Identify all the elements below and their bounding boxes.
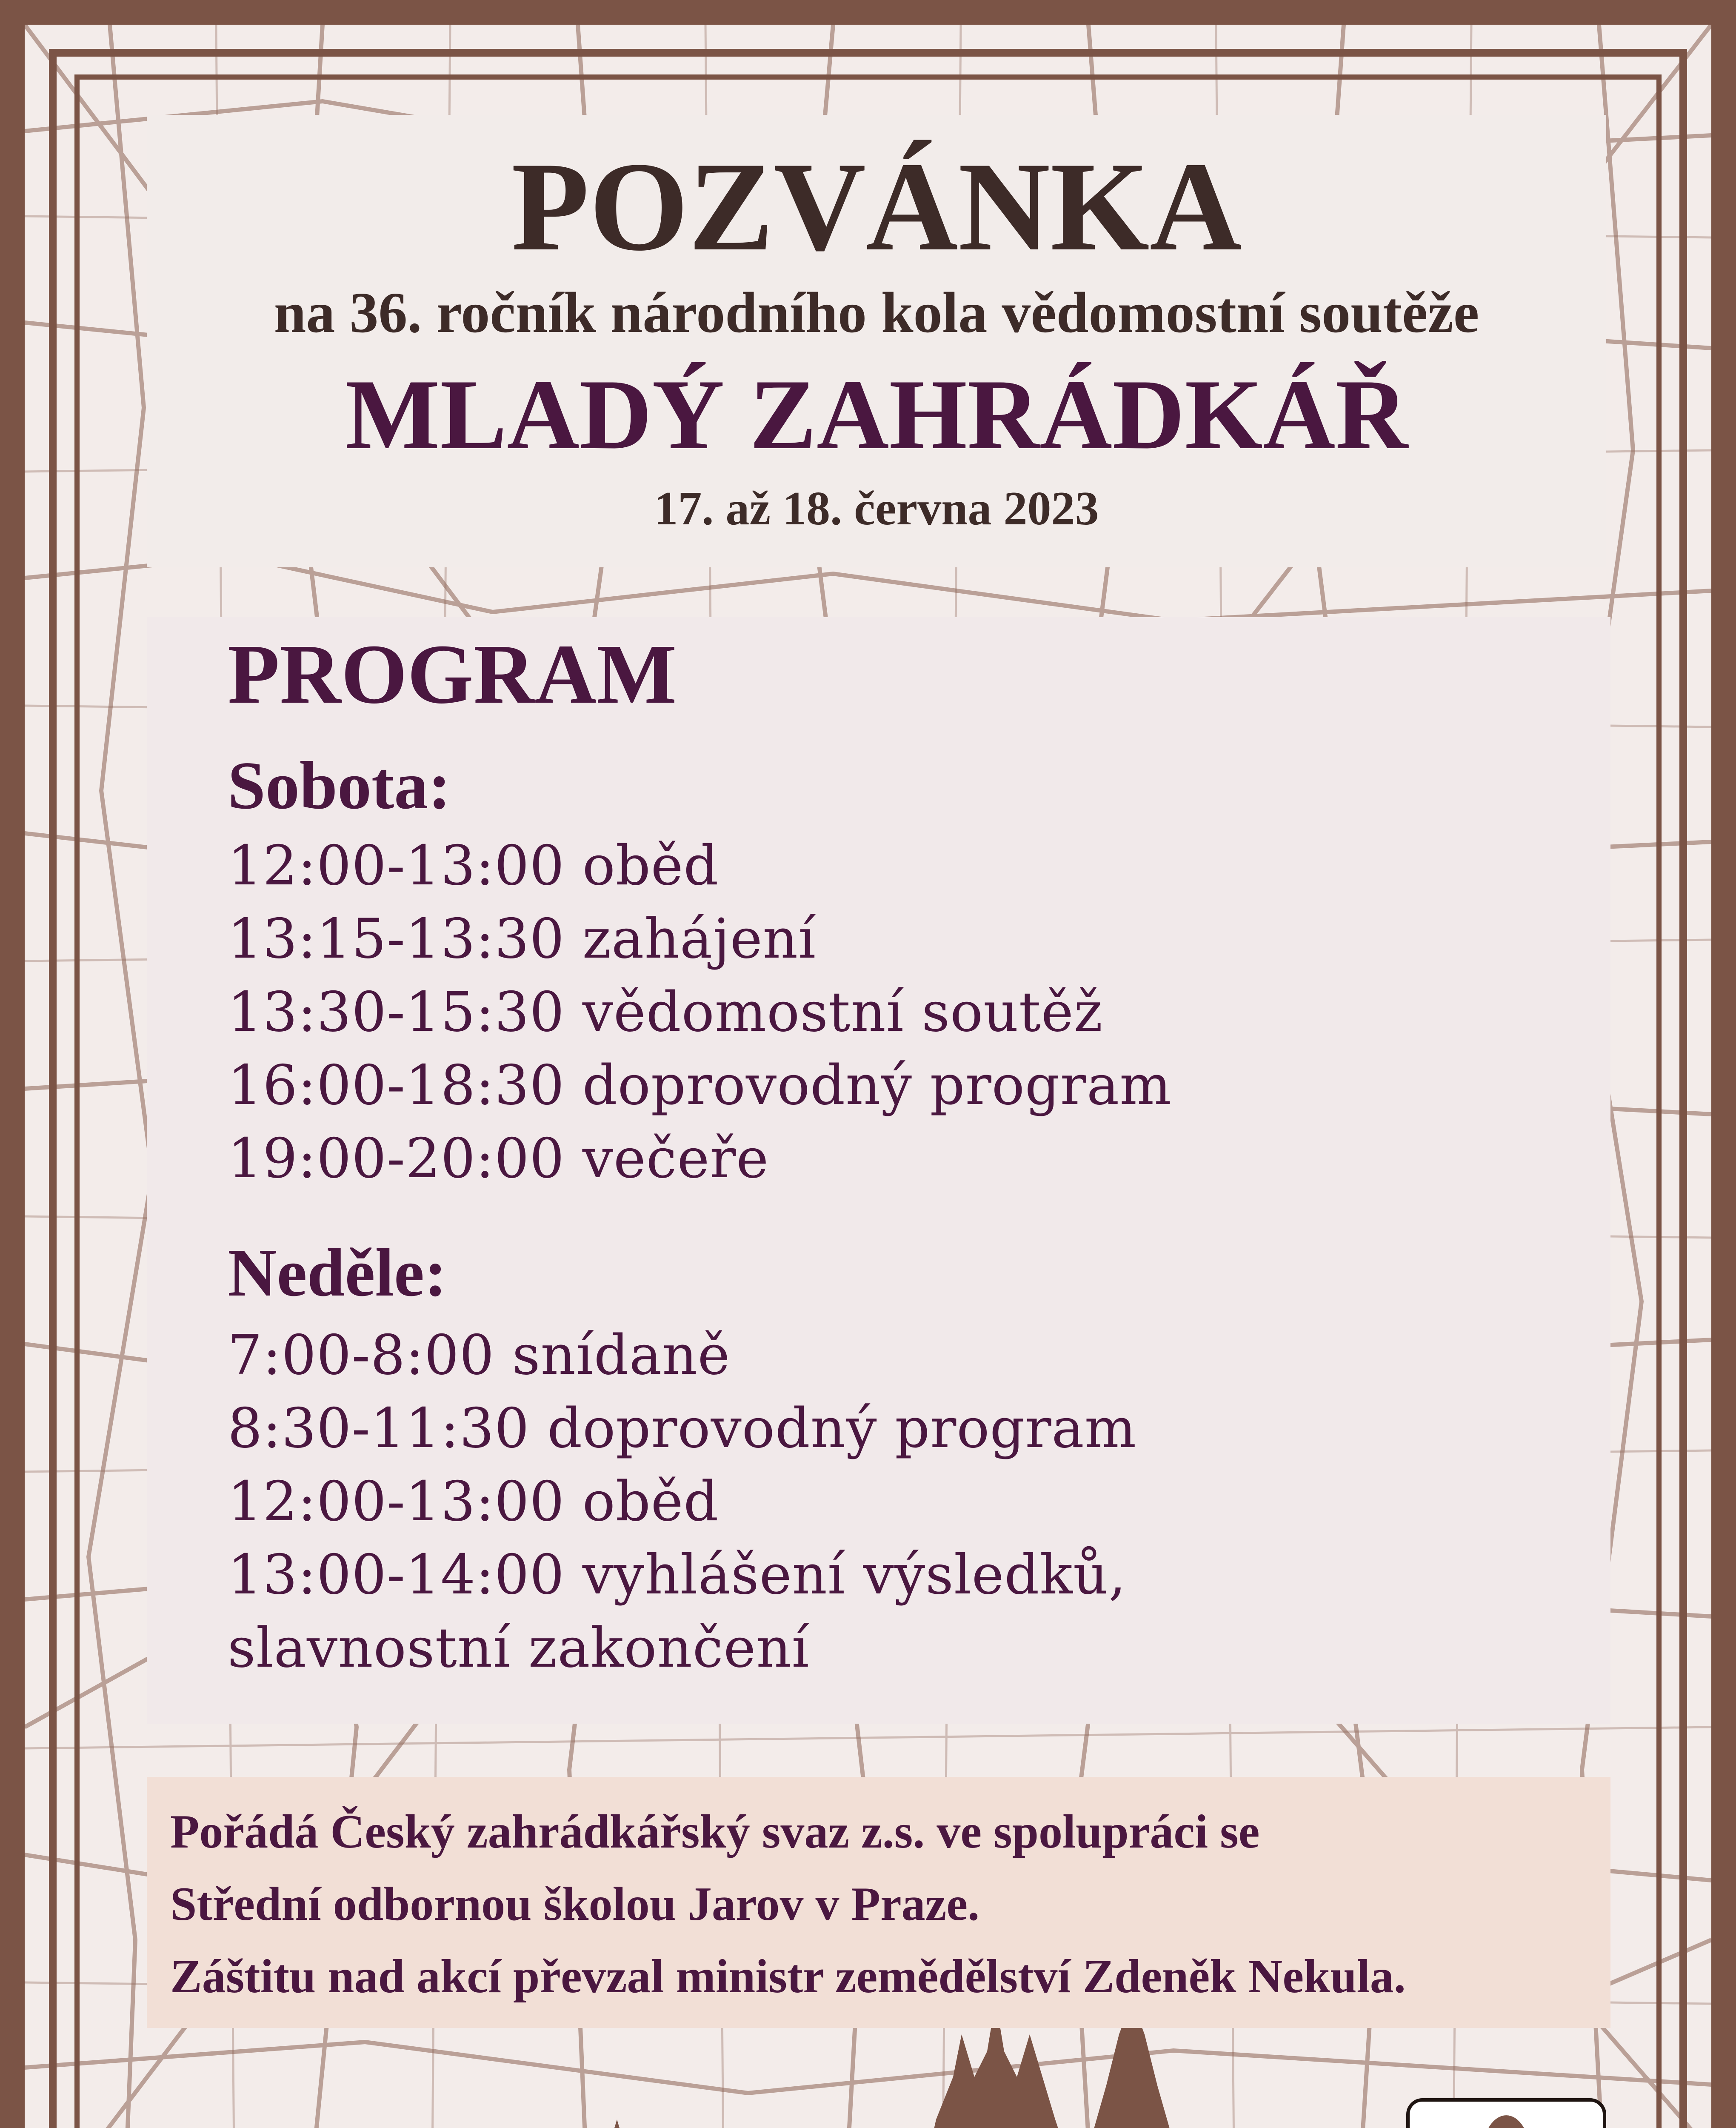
event-name: MLADÝ ZAHRÁDKÁŘ — [345, 359, 1408, 470]
day-heading-sunday: Neděle: — [228, 1235, 447, 1310]
schedule-item: 12:00-13:00 oběd — [228, 834, 719, 898]
day-heading-saturday: Sobota: — [228, 747, 451, 823]
czs-logo — [1406, 2098, 1606, 2128]
program-panel — [147, 617, 1610, 1724]
schedule-item: 13:30-15:30 vědomostní soutěž — [228, 981, 1103, 1044]
patronage-line: Záštitu nad akcí převzal ministr zemědělství Zdeněk Nekula. — [170, 1950, 1406, 2003]
flower-icon — [1410, 2106, 1603, 2128]
invitation-title: POZVÁNKA — [511, 136, 1242, 277]
schedule-item: 19:00-20:00 večeře — [228, 1127, 769, 1190]
program-heading: PROGRAM — [228, 627, 677, 721]
header-panel — [147, 115, 1606, 567]
organizer-line: Střední odbornou školou Jarov v Praze. — [170, 1878, 980, 1931]
event-date: 17. až 18. června 2023 — [654, 482, 1099, 535]
schedule-item: slavnostní zakončení — [228, 1616, 810, 1680]
competition-subtitle: na 36. ročník národního kola vědomostní soutěže — [274, 281, 1479, 345]
schedule-item: 8:30-11:30 doprovodný program — [228, 1397, 1137, 1460]
organizer-panel — [147, 1777, 1610, 2028]
organizer-line: Pořádá Český zahrádkářský svaz z.s. ve spolupráci se — [170, 1805, 1260, 1858]
schedule-item: 7:00-8:00 snídaně — [228, 1324, 731, 1387]
schedule-item: 12:00-13:00 oběd — [228, 1470, 719, 1533]
schedule-item: 13:00-14:00 vyhlášení výsledků, — [228, 1543, 1127, 1607]
schedule-item: 16:00-18:30 doprovodný program — [228, 1054, 1172, 1117]
schedule-item: 13:15-13:30 zahájení — [228, 907, 816, 971]
